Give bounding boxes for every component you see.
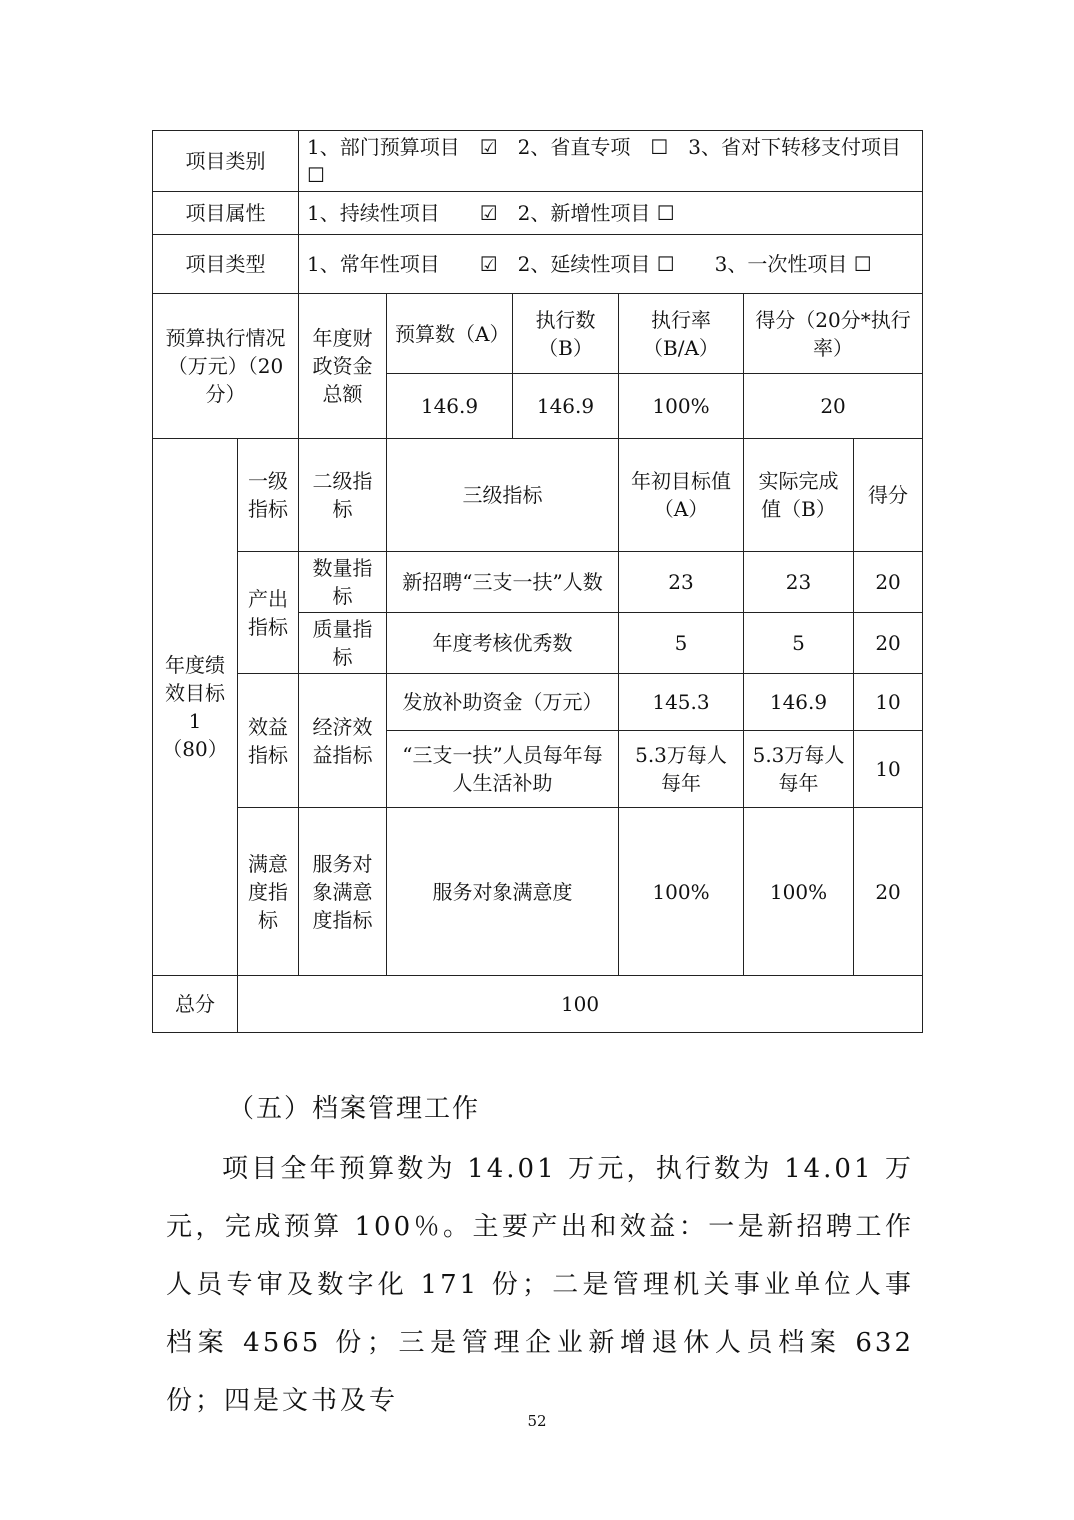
level2-header: 二级指标 [299,439,387,552]
level3-header: 三级指标 [387,439,619,552]
level3-cell: “三支一扶”人员每年每人生活补助 [387,731,619,808]
score-cell: 10 [854,731,923,808]
type-label: 项目类型 [153,235,299,294]
level2-cell: 经济效益指标 [299,674,387,808]
actual-cell: 5.3万每人每年 [744,731,854,808]
attribute-label: 项目属性 [153,192,299,235]
budget-value: 146.9 [513,374,619,439]
budget-header: 得分（20分*执行率） [744,294,923,374]
category-label: 项目类别 [153,131,299,192]
category-value: 1、部门预算项目 ☑ 2、省直专项 ☐ 3、省对下转移支付项目 ☐ [299,131,923,192]
score-cell: 20 [854,613,923,674]
level3-cell: 年度考核优秀数 [387,613,619,674]
level3-cell: 新招聘“三支一扶”人数 [387,552,619,613]
section-heading: （五）档案管理工作 [228,1094,481,1124]
budget-label: 预算执行情况（万元）（20分） [153,294,299,439]
benefit-indicator-label: 效益指标 [238,674,299,808]
budget-value: 100% [619,374,744,439]
score-header: 得分 [854,439,923,552]
score-cell: 20 [854,808,923,976]
target-cell: 23 [619,552,744,613]
budget-value: 20 [744,374,923,439]
level3-cell: 服务对象满意度 [387,808,619,976]
total-row [153,976,923,1033]
performance-table [152,130,923,1033]
category-row [153,131,923,192]
target-header: 年初目标值（A） [619,439,744,552]
budget-value: 146.9 [387,374,513,439]
budget-header: 执行数（B） [513,294,619,374]
type-row [153,235,923,294]
target-cell: 145.3 [619,674,744,731]
page-number: 52 [527,1412,547,1430]
table-row [153,552,923,613]
level3-cell: 发放补助资金（万元） [387,674,619,731]
goal-label: 年度绩效目标1（80） [153,439,238,976]
attribute-row [153,192,923,235]
score-cell: 20 [854,552,923,613]
output-indicator-label: 产出指标 [238,552,299,674]
level2-cell: 服务对象满意度指标 [299,808,387,976]
total-label: 总分 [153,976,238,1033]
table-row [153,674,923,731]
target-cell: 5.3万每人每年 [619,731,744,808]
type-value: 1、常年性项目 ☑ 2、延续性项目 ☐ 3、一次性项目 ☐ [299,235,923,294]
level2-cell: 数量指标 [299,552,387,613]
actual-cell: 146.9 [744,674,854,731]
total-value: 100 [238,976,923,1033]
actual-cell: 5 [744,613,854,674]
satisfaction-indicator-label: 满意度指标 [238,808,299,976]
target-cell: 5 [619,613,744,674]
level2-cell: 质量指标 [299,613,387,674]
fund-label: 年度财政资金总额 [299,294,387,439]
budget-header: 执行率（B/A） [619,294,744,374]
actual-header: 实际完成值（B） [744,439,854,552]
target-cell: 100% [619,808,744,976]
budget-header: 预算数（A） [387,294,513,374]
actual-cell: 23 [744,552,854,613]
score-cell: 10 [854,674,923,731]
budget-header-row [153,294,923,374]
table-row [153,808,923,976]
level1-header: 一级指标 [238,439,299,552]
attribute-value: 1、持续性项目 ☑ 2、新增性项目 ☐ [299,192,923,235]
indicator-header-row [153,439,923,552]
body-paragraph: 项目全年预算数为 14.01 万元，执行数为 14.01 万元，完成预算 100％。主要产出和效益：一是新招聘工作人员专审及数字化 171 份；二是管理机关事业单位人事档案 4565 份；三是管理企业新增退休人员档案 632 份；四是文书及专 [166,1154,914,1416]
actual-cell: 100% [744,808,854,976]
